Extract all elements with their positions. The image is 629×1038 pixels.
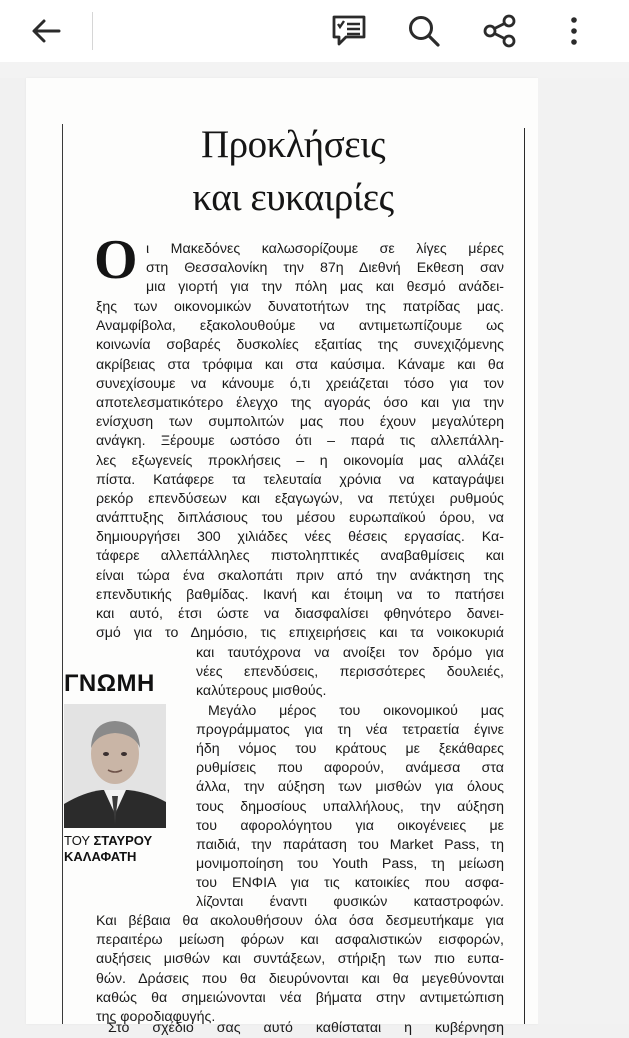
page-margin [538, 78, 629, 1024]
text-line: αυξήσεις μισθών και συντάξεων, στήριξη των πιο ευπα- [96, 951, 504, 968]
toolbar-gap [0, 62, 629, 78]
share-icon [482, 13, 518, 49]
text-line: του ΕΝΦΙΑ για τις κατοικίες που ασφα- [196, 875, 504, 892]
text-line: ήδη νόμος του κράτους με ξεκάθαρες [196, 740, 504, 757]
text-line: στη Θεσσαλονίκη την 87η Διεθνή Εκθεση σαν [146, 260, 504, 277]
text-line: προγράμματος για τη νέα τετραετία έγινε [196, 721, 504, 738]
author-photo [64, 704, 166, 828]
search-icon [406, 13, 442, 49]
share-button[interactable] [474, 0, 526, 62]
more-options-button[interactable] [556, 0, 592, 62]
text-line: περαιτέρω μείωση φόρων και ασφαλιστικών εισφορών, [96, 932, 504, 949]
article-headline [62, 118, 524, 224]
back-button[interactable] [18, 0, 74, 62]
text-line: κοινωνία σοβαρές δυσκολίες εξαιτίας της συνεχιζόμενης [96, 337, 504, 354]
text-line: ξης των οικονομικών δυνατοτήτων της πατρίδας μας. [96, 299, 504, 315]
text-line: άλλα, την αύξηση των μισθών για όλους [196, 779, 504, 796]
text-line: επενδυτικής βαθμίδας. Ικανή και έτοιμη να το πατήσει [96, 586, 504, 603]
arrow-left-icon [29, 14, 63, 48]
text-line: μονιμοποίηση του Youth Pass, τη μείωση [196, 856, 504, 873]
comments-icon [330, 13, 368, 49]
text-line: καλύτερους μισθούς. [196, 683, 327, 700]
lead-paragraph [146, 240, 504, 298]
top-app-bar [0, 0, 629, 62]
author-portrait-image [64, 704, 166, 828]
text-line: πίστα. Κατάφερε τα τελευταία χρόνια να καταγράψει [96, 471, 504, 488]
text-line: Μεγάλο μέρος του οικονομικού μας [208, 702, 504, 719]
text-line: ι Μακεδόνες καλωσορίζουμε σε λίγες μέρες [146, 241, 504, 257]
text-line: Και βέβαια θα ακολουθήσουν όλα όσα δεσμευτήκαμε για [96, 913, 504, 929]
text-line: τους δημοσίους υπαλλήλους, την αύξηση [196, 798, 504, 815]
text-line: ενίσχυση των συμπολιτών μας που έχουν μεγαλύτερη [96, 414, 504, 431]
text-line: παιδιά, την παράταση του Market Pass, τη [196, 836, 504, 853]
toolbar-divider [92, 12, 93, 50]
byline-prefix: ΤΟΥ [64, 833, 90, 848]
article-body [96, 298, 504, 643]
headline-line: Προκλήσεις [200, 123, 386, 166]
section-label: ΓΝΩΜΗ [64, 670, 155, 697]
text-line: του αφορολόγητου για οικογένειες με [196, 817, 504, 834]
drop-cap: Ο [94, 229, 138, 291]
text-line: της φοροδιαφυγής. [96, 1008, 216, 1025]
text-line: ακρίβειας στα τρόφιμα και στα καύσιμα. Κάναμε και θα [96, 356, 504, 373]
text-line: ανάπτυξης διπλάσιους του μέσου ευρωπαϊκού όρου, να [96, 510, 504, 527]
text-line: και αυτό, έτσι ώστε να διασφαλίσει φθηνότερο δανει- [96, 606, 504, 622]
more-vertical-icon [569, 15, 579, 47]
text-line: ρυθμίσεις που αφορούν, ανάμεσα στα [196, 760, 504, 777]
text-line: ανάγκη. Ξέρουμε ωστόσο ότι – παρά τις αλλεπάλλη- [96, 433, 504, 450]
text-line: και ταυτόχρονα να ανοίξει τον δρόμο για [196, 645, 504, 661]
text-line: ρεκόρ επενδύσεων και εξαγωγών, να πετύχει ρυθμούς [96, 490, 504, 507]
text-line: είναι τώρα ένα σκαλοπάτι πριν από την ανάκτηση της [96, 567, 504, 584]
byline-first-name: ΣΤΑΥΡΟΥ [93, 833, 153, 848]
text-line: συνεχίσουμε να κάνουμε ό,τι χρειάζεται τόσο για τον [96, 375, 504, 392]
text-line: λίζονται έναντι φυσικών καταστροφών. [196, 894, 504, 911]
column-rule-left [62, 124, 63, 1024]
headline-line: και ευκαιρίες [192, 176, 394, 219]
text-line: δημιουργήσει 300 χιλιάδες νέες θέσεις εργασίας. Κα- [96, 529, 504, 546]
cutoff-text-line [108, 1019, 504, 1036]
text-line: τάφερε αλλεπάλληλες πιστοληπτικές αναβαθμίσεις και [96, 548, 504, 565]
text-line: νέες επενδύσεις, περισσότερες δουλειές, [196, 664, 504, 681]
comments-button[interactable] [322, 0, 376, 62]
text-line: μια γιορτή για την πόλη μας και θεσμό ανάδει- [146, 279, 504, 296]
text-line: θών. Δράσεις που θα διευρύνονται και θα μεγεθύνονται [96, 970, 504, 987]
text-line: Στο σχέδιο σας αυτό καθίσταται η κυβέρνηση [108, 1020, 504, 1036]
text-line: σμό για το Δημόσιο, τις επιχειρήσεις και τα νοικοκυριά [96, 625, 504, 642]
text-line: καθώς θα σημειώνονται νέα βήματα στην αντιμετώπιση [96, 989, 504, 1006]
text-line: Αναμφίβολα, εξακολουθούμε να αντιμετωπίζουμε ως [96, 318, 504, 335]
byline-last-name: ΚΑΛΑΦΑΤΗ [64, 849, 137, 864]
article-body-tail [96, 912, 504, 1027]
author-byline [64, 833, 152, 865]
text-line: αποτελεσματικότερο έλεγχο της αγοράς όσο και για την [96, 394, 504, 411]
column-rule-right [524, 128, 525, 1024]
search-button[interactable] [398, 0, 450, 62]
article-body-narrow [196, 644, 504, 913]
text-line: λες εξωγενείς προκλήσεις – η οικονομία μας αλλάζει [96, 452, 504, 469]
